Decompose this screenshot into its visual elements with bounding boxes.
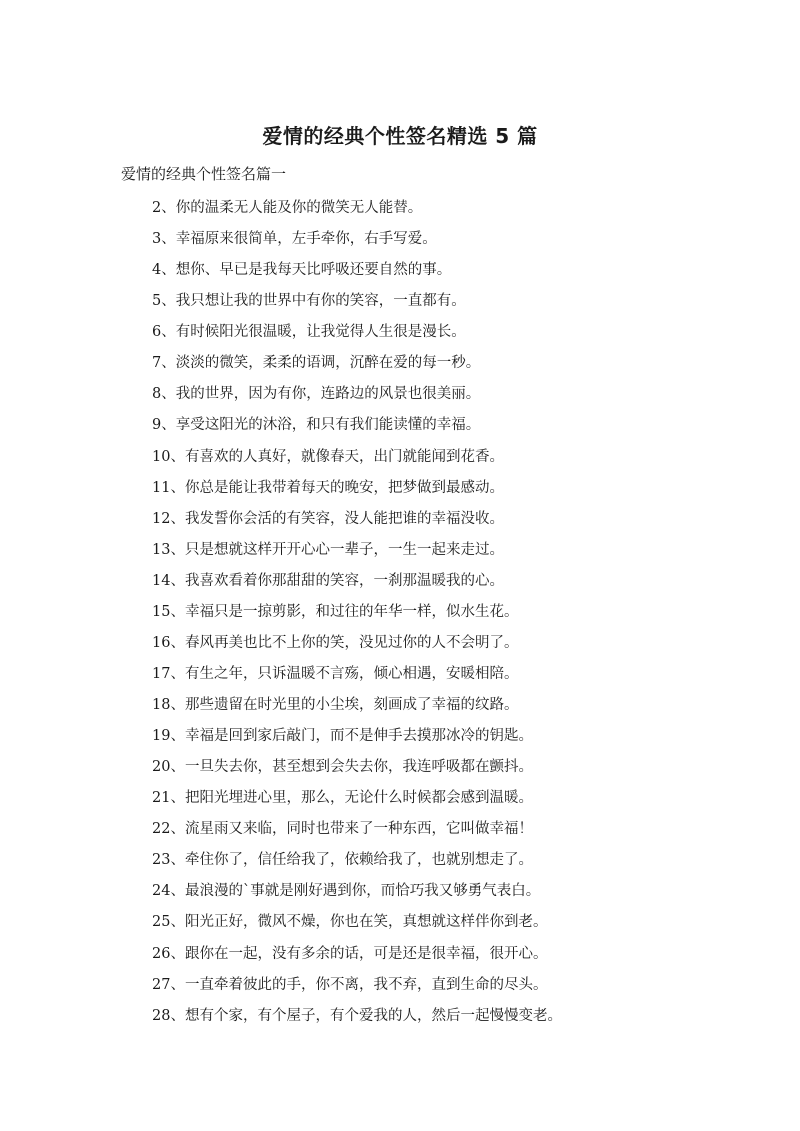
list-item: 24、最浪漫的`事就是刚好遇到你，而恰巧我又够勇气表白。	[152, 883, 541, 900]
list-item: 6、有时候阳光很温暖，让我觉得人生很是漫长。	[152, 324, 466, 341]
list-item: 27、一直牵着彼此的手，你不离，我不弃，直到生命的尽头。	[152, 976, 548, 993]
list-item: 11、你总是能让我带着每天的晚安，把梦做到最感动。	[152, 479, 504, 496]
list-item: 4、想你、早已是我每天比呼吸还要自然的事。	[152, 262, 452, 279]
list-item: 5、我只想让我的世界中有你的笑容，一直都有。	[152, 293, 466, 310]
list-item: 8、我的世界，因为有你，连路边的风景也很美丽。	[152, 386, 481, 403]
list-item: 15、幸福只是一掠剪影，和过往的年华一样，似水生花。	[152, 603, 519, 620]
list-item: 16、春风再美也比不上你的笑，没见过你的人不会明了。	[152, 634, 519, 651]
signature-list	[152, 193, 740, 1032]
list-item: 20、一旦失去你，甚至想到会失去你，我连呼吸都在颤抖。	[152, 759, 533, 776]
list-item: 19、幸福是回到家后敲门，而不是伸手去摸那冰冷的钥匙。	[152, 728, 533, 745]
list-item: 17、有生之年，只诉温暖不言殇，倾心相遇，安暖相陪。	[152, 665, 519, 682]
list-item: 7、淡淡的微笑，柔柔的语调，沉醉在爱的每一秒。	[152, 355, 481, 372]
list-item: 22、流星雨又来临，同时也带来了一种东西，它叫做幸福！	[152, 821, 533, 838]
list-item: 25、阳光正好，微风不燥，你也在笑，真想就这样伴你到老。	[152, 914, 548, 931]
list-item: 14、我喜欢看着你那甜甜的笑容，一刹那温暖我的心。	[152, 572, 504, 589]
list-item: 23、牵住你了，信任给我了，依赖给我了，也就别想走了。	[152, 852, 533, 869]
list-item: 18、那些遗留在时光里的小尘埃，刻画成了幸福的纹路。	[152, 697, 519, 713]
list-item: 3、幸福原来很简单，左手牵你，右手写爱。	[152, 231, 437, 248]
list-item: 13、只是想就这样开开心心一辈子，一生一起来走过。	[152, 541, 504, 558]
list-item: 12、我发誓你会活的有笑容，没人能把谁的幸福没收。	[152, 510, 504, 527]
section-heading: 爱情的经典个性签名篇一	[121, 165, 287, 183]
list-item: 9、享受这阳光的沐浴，和只有我们能读懂的幸福。	[152, 417, 481, 434]
list-item: 28、想有个家，有个屋子，有个爱我的人，然后一起慢慢变老。	[152, 1007, 562, 1024]
list-item: 21、把阳光埋进心里，那么，无论什么时候都会感到温暖。	[152, 790, 533, 807]
list-item: 26、跟你在一起，没有多余的话，可是还是很幸福，很开心。	[152, 945, 548, 962]
list-item: 2、你的温柔无人能及你的微笑无人能替。	[152, 200, 423, 216]
list-item: 10、有喜欢的人真好，就像春天，出门就能闻到花香。	[152, 448, 504, 465]
document-title: 爱情的经典个性签名精选 5 篇	[262, 124, 538, 148]
